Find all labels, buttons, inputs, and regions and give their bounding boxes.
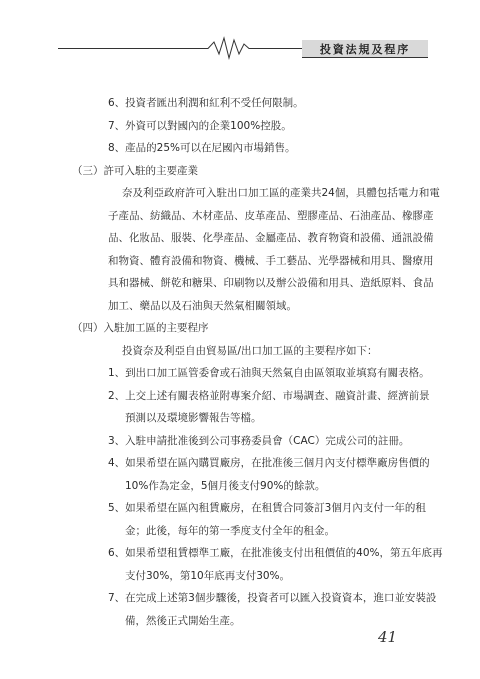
step-line: 7、在完成上述第3個步驟後，投資者可以匯入投資資本，進口並安裝設 <box>108 592 437 604</box>
list-item: 7、外資可以對國內的企業100%控股。 <box>108 120 292 132</box>
section-heading: （三）許可入駐的主要產業 <box>72 165 198 177</box>
paragraph-line: 品、化妝品、服裝、化學產品、金屬產品、教育物資和設備、通訊設備 <box>108 232 434 244</box>
page-number: 41 <box>378 628 398 646</box>
section-intro: 投資奈及利亞自由貿易區/出口加工區的主要程序如下： <box>122 345 378 357</box>
paragraph-line: 加工、藥品以及石油與天然氣相關領域。 <box>108 300 297 312</box>
step-line: 備，然後正式開始生產。 <box>125 615 241 627</box>
step-line: 3、入駐申請批准後到公司事務委員會（CAC）完成公司的註冊。 <box>108 435 410 447</box>
paragraph-line: 子產品、紡織品、木材產品、皮革產品、塑膠產品、石油產品、橡膠產 <box>108 210 434 222</box>
section-heading: （四）入駐加工區的主要程序 <box>72 322 209 334</box>
step-line: 2、上交上述有關表格並附專案介紹、市場調查、融資計畫、經濟前景 <box>108 390 430 402</box>
paragraph-line: 和物資、體育設備和物資、機械、手工藝品、光學器械和用具、醫療用 <box>108 255 434 267</box>
step-line: 預測以及環境影響報告等檔。 <box>125 412 262 424</box>
list-item: 8、產品的25%可以在尼國內市場銷售。 <box>108 142 296 154</box>
list-item: 6、投資者匯出利潤和紅利不受任何限制。 <box>108 97 304 109</box>
step-line: 1、到出口加工區管委會或石油與天然氣自由區領取並填寫有關表格。 <box>108 367 430 379</box>
step-line: 4、如果希望在區內購買廠房，在批准後三個月內支付標準廠房售價的 <box>108 457 430 469</box>
step-line: 支付30%，第10年底再支付30%。 <box>125 570 291 582</box>
step-line: 5、如果希望在區內租賃廠房，在租賃合同簽訂3個月內支付一年的租 <box>108 502 426 514</box>
step-line: 金；此後，每年的第一季度支付全年的租金。 <box>125 525 335 537</box>
step-line: 10%作為定金，5個月後支付90%的餘款。 <box>125 480 326 492</box>
header-title: 投資法規及程序 <box>319 43 411 56</box>
paragraph-line: 奈及利亞政府許可入駐出口加工區的產業共24個，具體包括電力和電 <box>122 187 440 199</box>
step-line: 6、如果希望租賃標準工廠，在批准後支付出租價值的40%，第五年底再 <box>108 547 443 559</box>
paragraph-line: 具和器械、餅乾和糖果、印刷物以及辦公設備和用具、造紙原料、食品 <box>108 277 434 289</box>
